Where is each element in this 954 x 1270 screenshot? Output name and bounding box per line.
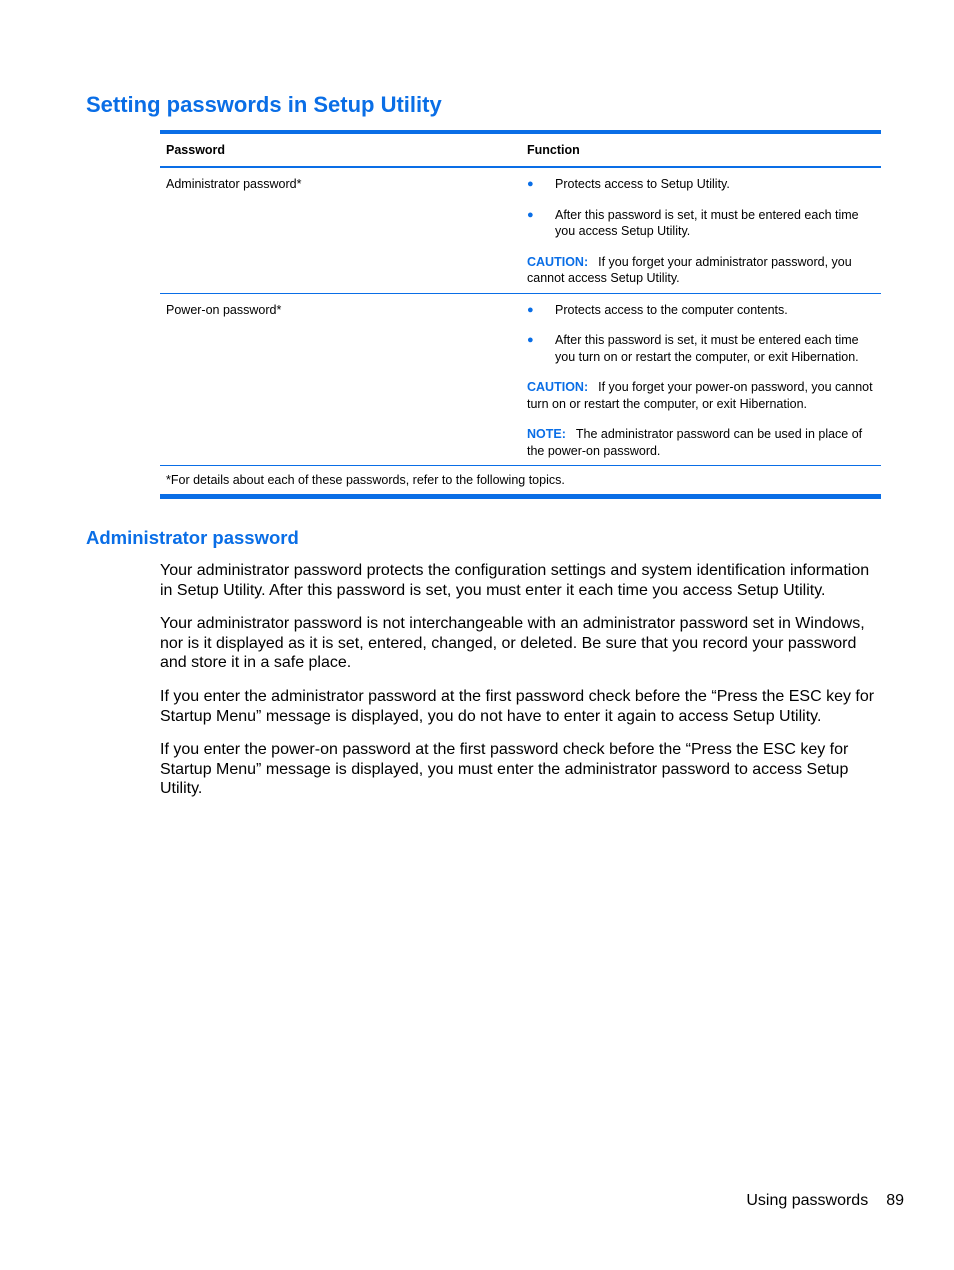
note [527,426,875,459]
password-table [160,130,881,499]
header-function: Function [527,143,580,157]
bullet-item [527,332,875,365]
footer-chapter: Using passwords [746,1192,869,1209]
caution-note [527,254,875,287]
page-footer [746,1192,904,1210]
bullet-icon: ● [527,303,534,316]
paragraph: If you enter the power-on password at the first password check before the “Press the ESC key for Startup Menu” message is displayed, you must enter the administrator password to access Setup Utility. [160,741,849,798]
bullet-text: Protects access to the computer contents. [555,302,788,317]
caution-label: CAUTION: [527,254,589,269]
function-cell [521,168,881,293]
paragraph: If you enter the administrator password at the first password check before the “Press the ESC key for Startup Menu” message is displayed, you do not have to enter it again to access Setup Utility. [160,687,875,725]
caution-text: If you forget your administrator password, you cannot access Setup Utility. [527,254,852,285]
bullet-text: After this password is set, it must be entered each time you access Setup Utility. [555,207,859,238]
page-number: 89 [886,1192,904,1209]
bullet-item [527,207,875,240]
bullet-text: Protects access to Setup Utility. [555,177,730,191]
password-name: Power-on password* [166,302,282,317]
table-header [160,134,881,168]
caution-note [527,379,875,412]
body-text [160,561,882,813]
caution-text: If you forget your power-on password, you cannot turn on or restart the computer, or exit Hibernation. [527,380,873,411]
bullet-icon: ● [527,208,534,221]
paragraph: Your administrator password protects the configuration settings and system identification information in Setup Utility. After this password is set, you must enter it each time you access Setup Utility. [160,562,870,599]
bullet-icon: ● [527,178,534,190]
bullet-item [527,302,875,319]
bullet-icon: ● [527,334,534,346]
table-row-power-on [160,294,881,467]
password-name: Administrator password* [166,177,302,191]
bullet-text: After this password is set, it must be entered each time you turn on or restart the computer, or exit Hibernation. [555,333,859,364]
page-title: Setting passwords in Setup Utility [86,92,442,117]
section-title: Administrator password [86,527,299,548]
note-label: NOTE: [527,427,566,441]
table-row-administrator [160,168,881,294]
note-text: The administrator password can be used in place of the power-on password. [527,427,863,458]
function-cell [521,294,881,466]
table-footnote: *For details about each of these passwords, refer to the following topics. [166,473,565,487]
bullet-item [527,176,875,193]
paragraph: Your administrator password is not interchangeable with an administrator password set in Windows, nor is it displayed as it is set, entered, changed, or deleted. Be sure that you record your password and store it in a safe place. [160,615,865,672]
caution-label: CAUTION: [527,380,589,394]
header-password: Password [166,143,226,157]
